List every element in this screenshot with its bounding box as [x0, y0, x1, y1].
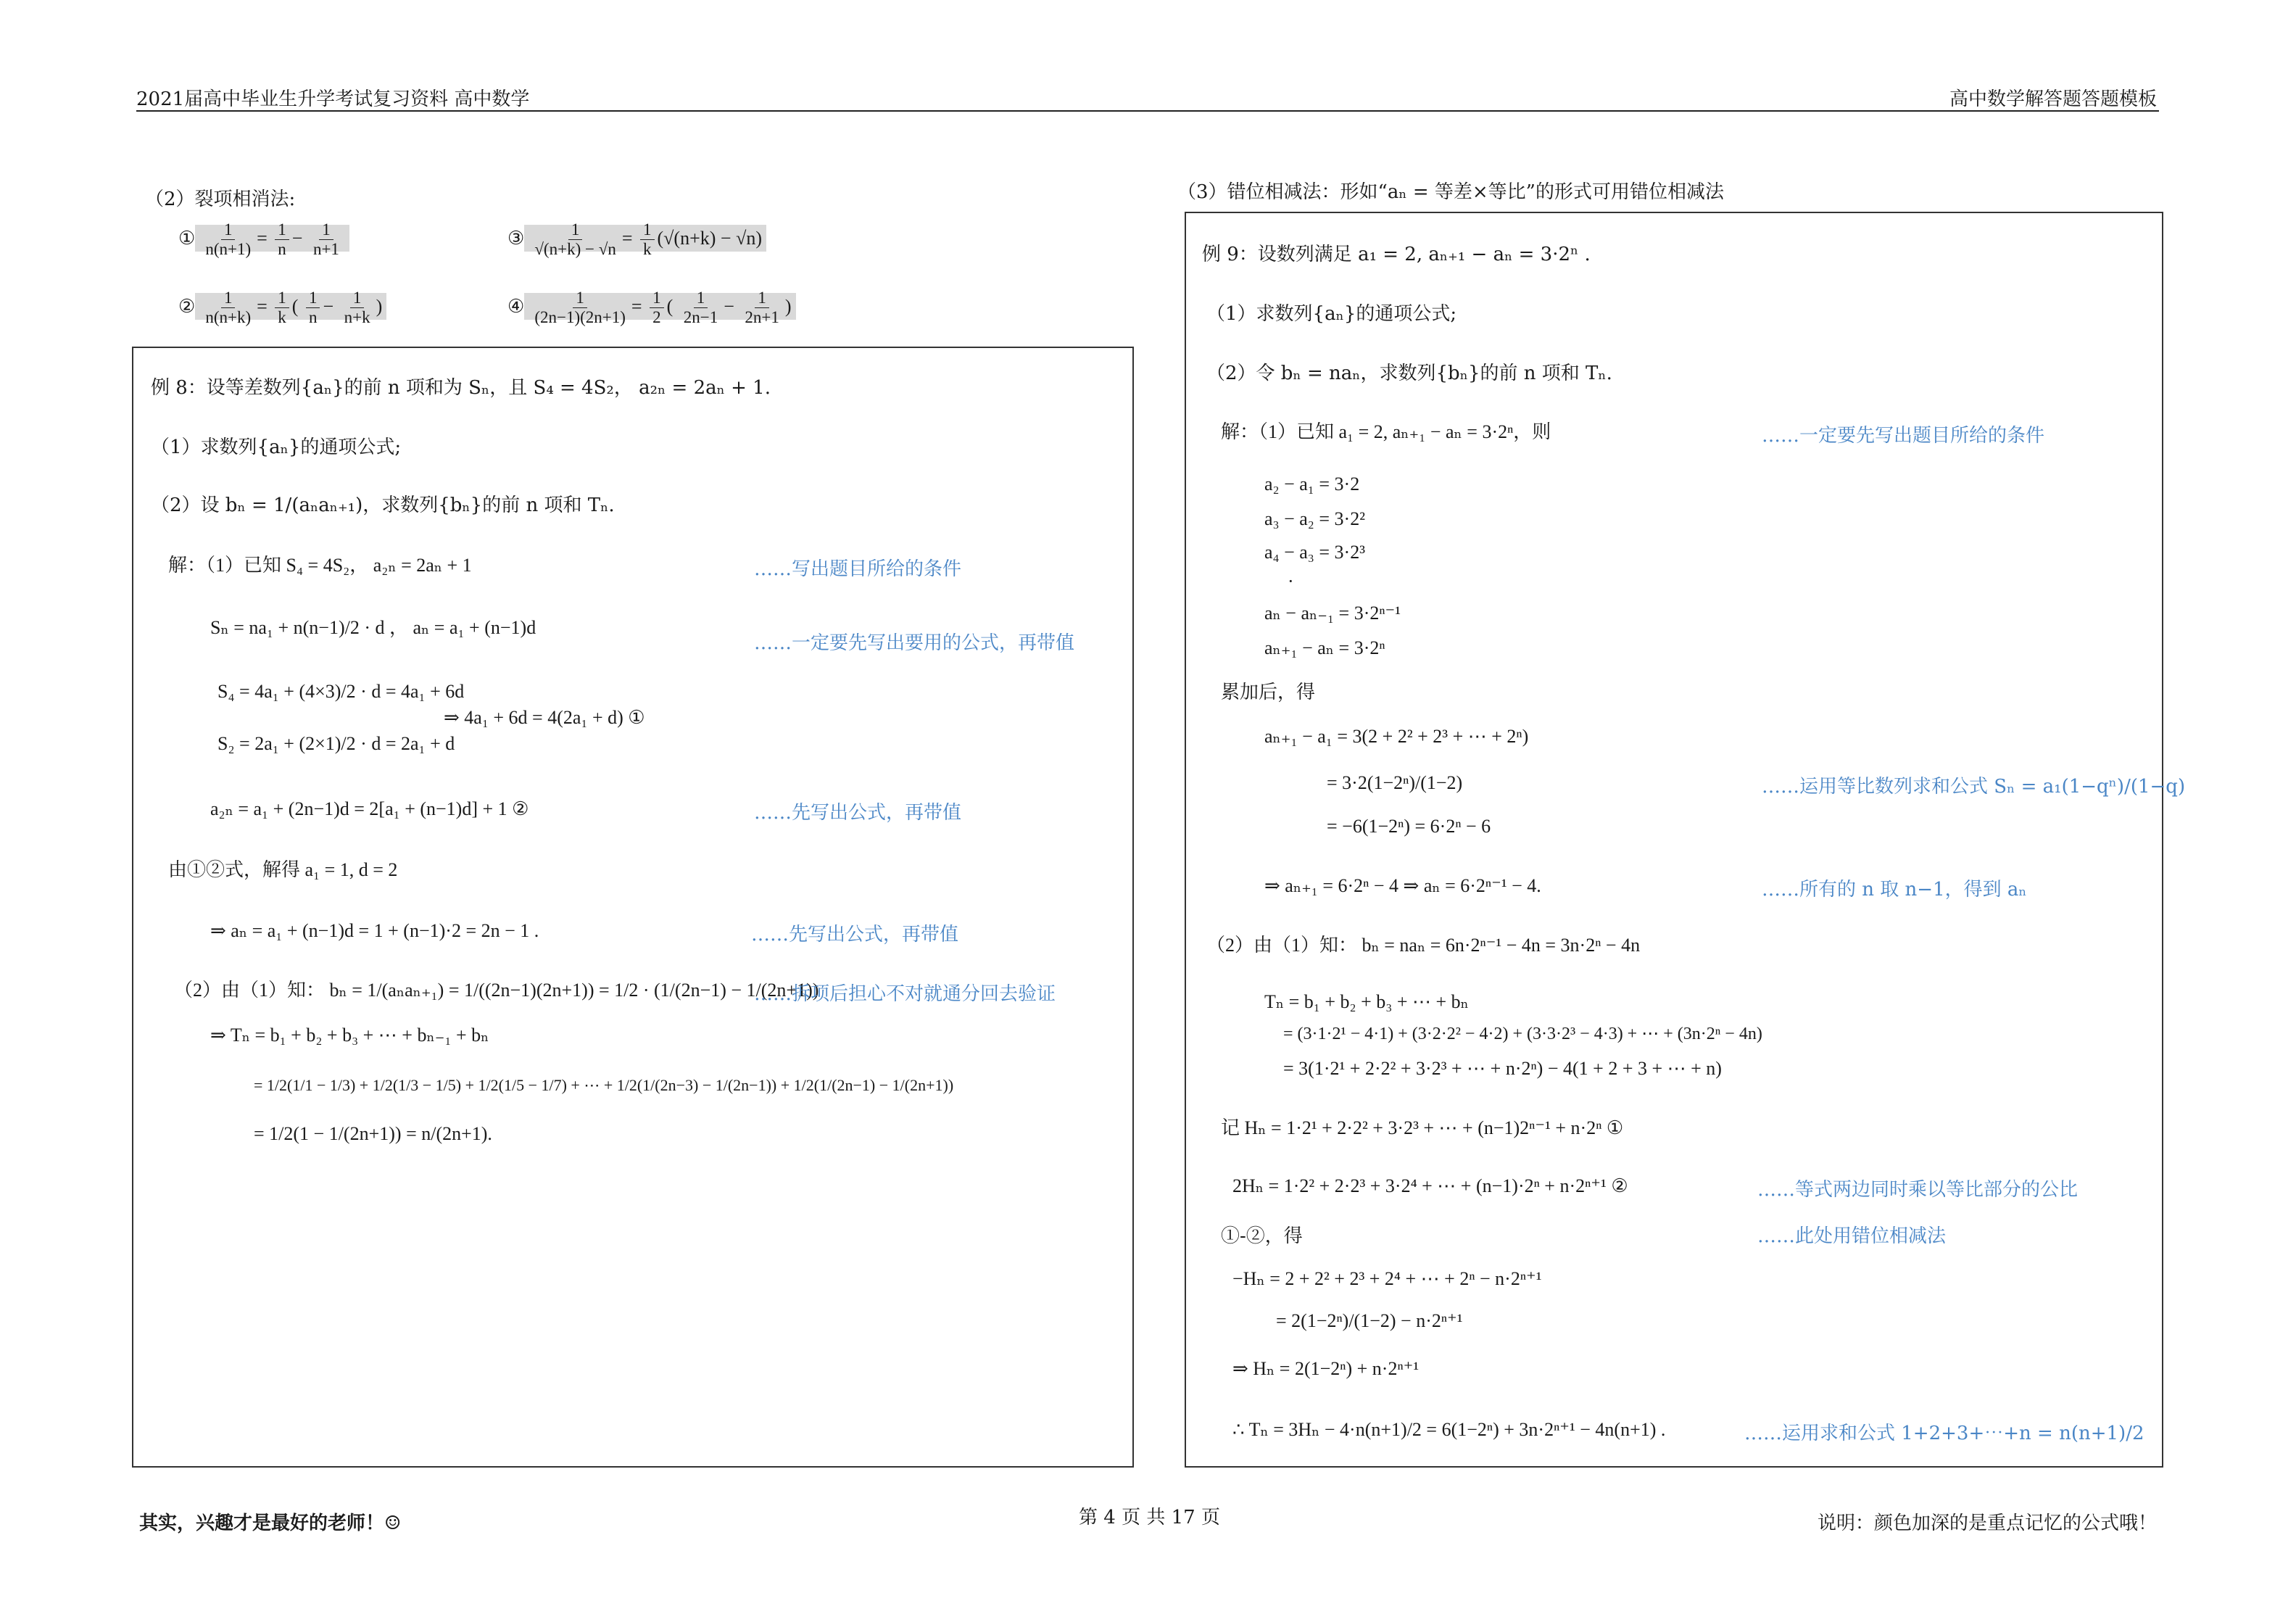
ex9-note-3: ……所有的 n 取 n−1，得到 aₙ	[1762, 879, 2027, 901]
ex9-line-22: ⇒ Hₙ = 2(1−2ⁿ) + n·2ⁿ⁺¹	[1232, 1358, 1420, 1379]
example-8-q1: （1）求数列{aₙ}的通项公式;	[151, 436, 402, 458]
ex9-note-6: ……运用求和公式 1+2+3+⋯+n = n(n+1)/2	[1744, 1423, 2144, 1444]
ex9-note-1: ……一定要先写出题目所给的条件	[1762, 425, 2045, 447]
ex9-line-3: a₃ − a₂ = 3·2²	[1264, 508, 1365, 529]
ex9-line-2: a₂ − a₁ = 3·2	[1264, 473, 1360, 495]
ex8-line-5: ⇒ 4a₁ + 6d = 4(2a₁ + d) ①	[444, 707, 645, 728]
ex8-note-3: ……先写出公式，再带值	[754, 802, 962, 824]
ex9-line-23: ∴ Tₙ = 3Hₙ − 4·n(n+1)/2 = 6(1−2ⁿ) + 3n·2ⁿ⁺¹ − 4n(n+1) .	[1232, 1419, 1666, 1440]
example-8-q2: （2）设 bₙ = 1/(aₙaₙ₊₁)，求数列{bₙ}的前 n 项和 Tₙ.	[151, 495, 615, 516]
ex9-line-14: Tₙ = b₁ + b₂ + b₃ + ⋯ + bₙ	[1264, 991, 1469, 1012]
formula-3: ③ $\frac{1}{√(n+k) - √n}$ = $\frac{1}{k}$ (√(n+k) − √n)	[507, 220, 766, 260]
header-rule	[136, 110, 2159, 112]
header-left: 2021届高中毕业生升学考试复习资料 高中数学	[136, 88, 530, 110]
ex8-note-1: ……写出题目所给的条件	[754, 558, 962, 580]
ex9-note-5: ……此处用错位相减法	[1757, 1225, 1947, 1247]
page-number: 第 4 页 共 17 页	[1079, 1507, 1220, 1528]
ex9-line-21: = 2(1−2ⁿ)/(1−2) − n·2ⁿ⁺¹	[1276, 1310, 1463, 1331]
ex8-note-4: ……先写出公式，再带值	[751, 924, 959, 946]
ex9-line-11: = −6(1−2ⁿ) = 6·2ⁿ − 6	[1327, 816, 1491, 837]
ex9-line-16: = 3(1·2¹ + 2·2² + 3·2³ + ⋯ + n·2ⁿ) − 4(1 + 2 + 3 + ⋯ + n)	[1283, 1058, 1722, 1079]
ex9-note-2: ……运用等比数列求和公式 Sₙ = a₁(1−qⁿ)/(1−q)	[1762, 776, 2186, 798]
ex9-line-17: 记 Hₙ = 1·2¹ + 2·2² + 3·2³ + ⋯ + (n−1)2ⁿ⁻¹ + n·2ⁿ ①	[1221, 1117, 1624, 1138]
ex9-line-5: ·	[1288, 571, 1294, 592]
example-9-title: 例 9：设数列满足 a₁ = 2, aₙ₊₁ − aₙ = 3·2ⁿ .	[1202, 244, 1591, 265]
ex8-line-11: = 1/2(1/1 − 1/3) + 1/2(1/3 − 1/5) + 1/2(1/5 − 1/7) + ⋯ + 1/2(1/(2n−3) − 1/(2n−1)) + 1/2(1/(2n−1) − 1/(2n+1))	[254, 1076, 954, 1094]
formula-1: ① $\frac{1}{n(n+1)}$ = $\frac{1}{n}$ − $\frac{1}{n+1}$	[178, 220, 349, 260]
ex8-note-5: ……拆项后担心不对就通分回去验证	[754, 983, 1056, 1005]
ex9-line-15: = (3·1·2¹ − 4·1) + (3·2·2² − 4·2) + (3·3·2³ − 4·3) + ⋯ + (3n·2ⁿ − 4n)	[1283, 1025, 1762, 1043]
ex9-line-12: ⇒ aₙ₊₁ = 6·2ⁿ − 4 ⇒ aₙ = 6·2ⁿ⁻¹ − 4.	[1264, 875, 1541, 896]
example-8-title: 例 8：设等差数列{aₙ}的前 n 项和为 Sₙ，且 S₄ = 4S₂， a₂ₙ = 2aₙ + 1.	[151, 377, 771, 399]
ex9-line-6: aₙ − aₙ₋₁ = 3·2ⁿ⁻¹	[1264, 603, 1401, 624]
ex8-line-10: ⇒ Tₙ = b₁ + b₂ + b₃ + ⋯ + bₙ₋₁ + bₙ	[210, 1025, 489, 1046]
ex9-line-19: ①-②，得	[1221, 1225, 1303, 1247]
formula-4: ④ $\frac{1}{(2n-1)(2n+1)}$ = $\frac{1}{2}$ ( $\frac{1}{2n-1}$ − $\frac{1}{2n+1}$ )	[507, 289, 796, 328]
ex8-line-2: Sₙ = na₁ + n(n−1)/2 · d ， aₙ = a₁ + (n−1)d	[210, 617, 536, 638]
ex9-line-8: 累加后，得	[1221, 682, 1316, 703]
footer-right: 说明：颜色加深的是重点记忆的公式哦！	[1817, 1513, 2157, 1534]
ex8-line-7: 由①②式，解得 a₁ = 1, d = 2	[168, 859, 398, 880]
ex8-note-2: ……一定要先写出要用的公式，再带值	[754, 632, 1075, 654]
footer-left: 其实，兴趣才是最好的老师！☺	[139, 1513, 402, 1534]
section-title-dislocation: （3）错位相减法：形如“aₙ = 等差×等比”的形式可用错位相减法	[1177, 181, 1724, 203]
ex9-line-10: = 3·2(1−2ⁿ)/(1−2)	[1327, 772, 1463, 793]
ex9-line-7: aₙ₊₁ − aₙ = 3·2ⁿ	[1264, 637, 1385, 658]
ex8-line-3: S₄ = 4a₁ + (4×3)/2 · d = 4a₁ + 6d	[217, 681, 465, 702]
section-title-telescoping: （2）裂项相消法:	[145, 189, 296, 210]
ex8-line-12: = 1/2(1 − 1/(2n+1)) = n/(2n+1).	[254, 1123, 492, 1144]
ex8-line-8: ⇒ aₙ = a₁ + (n−1)d = 1 + (n−1)·2 = 2n − 1 .	[210, 920, 539, 941]
ex9-line-4: a₄ − a₃ = 3·2³	[1264, 542, 1365, 563]
ex9-line-1: 解：（1）已知 a₁ = 2, aₙ₊₁ − aₙ = 3·2ⁿ，则	[1221, 421, 1551, 442]
example-9-q1: （1）求数列{aₙ}的通项公式;	[1206, 303, 1457, 325]
ex8-line-4: S₂ = 2a₁ + (2×1)/2 · d = 2a₁ + d	[217, 733, 455, 754]
ex8-line-6: a₂ₙ = a₁ + (2n−1)d = 2[a₁ + (n−1)d] + 1 ②	[210, 798, 529, 819]
example-9-q2: （2）令 bₙ = naₙ，求数列{bₙ}的前 n 项和 Tₙ.	[1206, 363, 1612, 384]
ex9-line-20: −Hₙ = 2 + 2² + 2³ + 2⁴ + ⋯ + 2ⁿ − n·2ⁿ⁺¹	[1232, 1268, 1542, 1289]
ex9-note-4: ……等式两边同时乘以等比部分的公比	[1757, 1179, 2079, 1201]
ex8-line-1: 解：（1）已知 S₄ = 4S₂， a₂ₙ = 2aₙ + 1	[168, 555, 472, 576]
ex9-line-13: （2）由（1）知： bₙ = naₙ = 6n·2ⁿ⁻¹ − 4n = 3n·2ⁿ − 4n	[1206, 935, 1641, 956]
formula-2: ② $\frac{1}{n(n+k)}$ = $\frac{1}{k}$ ( $\frac{1}{n}$ − $\frac{1}{n+k}$ )	[178, 289, 386, 328]
ex8-line-9: （2）由（1）知： bₙ = 1/(aₙaₙ₊₁) = 1/((2n−1)(2n+1)) = 1/2 · (1/(2n−1) − 1/(2n+1))	[174, 980, 819, 1001]
ex9-line-18: 2Hₙ = 1·2² + 2·2³ + 3·2⁴ + ⋯ + (n−1)·2ⁿ + n·2ⁿ⁺¹ ②	[1232, 1175, 1628, 1196]
ex9-line-9: aₙ₊₁ − a₁ = 3(2 + 2² + 2³ + ⋯ + 2ⁿ)	[1264, 726, 1529, 747]
header-right: 高中数学解答题答题模板	[1949, 88, 2157, 110]
